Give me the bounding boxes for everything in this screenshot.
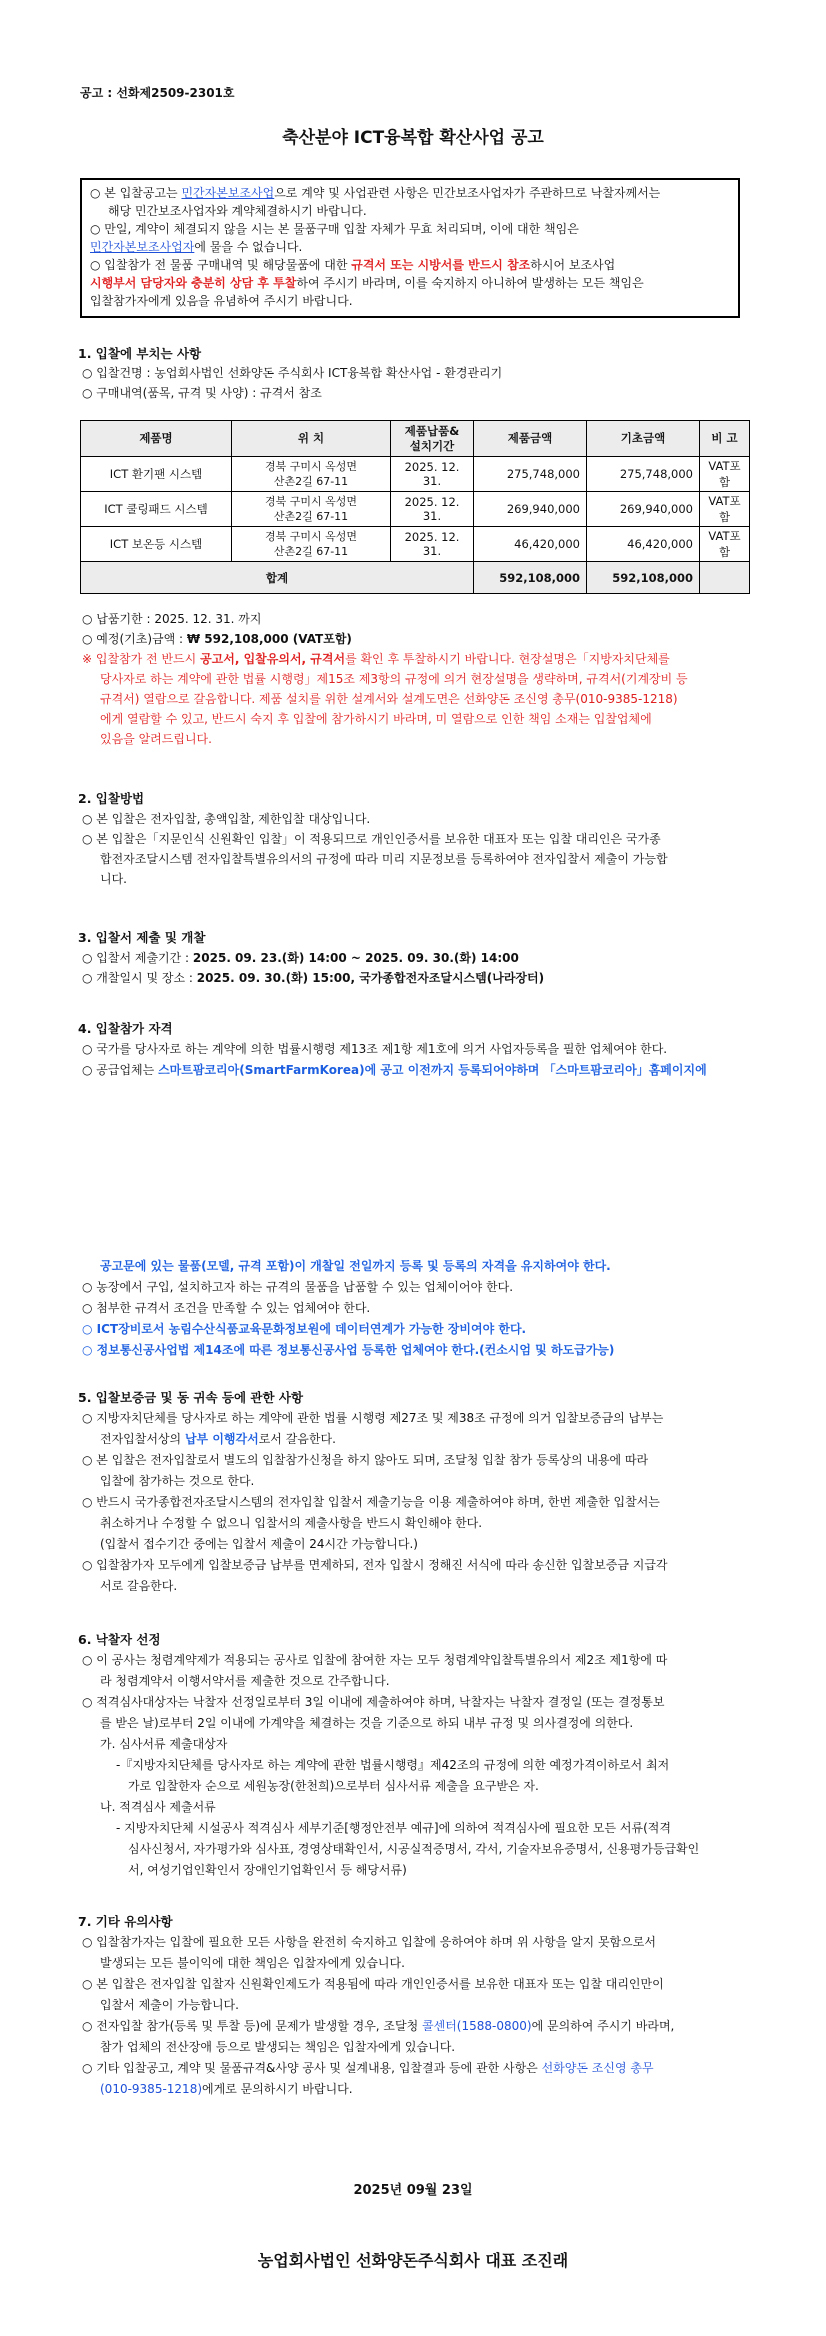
cell-name: ICT 쿨링패드 시스템	[81, 492, 232, 527]
table-row	[81, 527, 750, 562]
s5-item: ○ 본 입찰은 전자입찰로서 별도의 입찰참가신청을 하지 않아도 되며, 조달청 입찰 참가 등록상의 내용에 따라	[82, 1453, 649, 1467]
notice-line	[90, 184, 730, 202]
text: 에게로 문의하시기 바랍니다.	[202, 2082, 353, 2096]
s6-item: 를 받은 날)로부터 2일 이내에 가계약을 체결하는 것을 기준으로 하되 내부 규정 및 의사결정에 의한다.	[100, 1716, 634, 1730]
cell-period: 2025. 12. 31.	[391, 527, 474, 562]
warning-line: 규격서) 열람으로 갈음합니다. 제품 설치를 위한 설계서와 설계도면은 선화양돈 조신영 총무(010-9385-1218)	[100, 692, 678, 706]
notice-text: 하여 주시기 바라며, 이를 숙지하지 아니하여 발생하는 모든 책임은	[296, 276, 644, 290]
section-3-title: 3. 입찰서 제출 및 개찰	[78, 930, 206, 945]
notice-text: 에 물을 수 없습니다.	[194, 240, 303, 254]
s5-item: 서로 갈음한다.	[100, 1579, 178, 1593]
s7-item	[82, 2017, 742, 2036]
s6-item: ○ 적격심사대상자는 낙찰자 선정일로부터 3일 이내에 제출하여야 하며, 낙찰자는 낙찰자 결정일 (또는 결정통보	[82, 1695, 665, 1709]
smartfarm-requirement: 스마트팜코리아(SmartFarmKorea)에 공고 이전까지 등록되어야하며 「스마트팜코리아」홈페이지에	[158, 1063, 707, 1077]
section-4-title: 4. 입찰참가 자격	[78, 1021, 173, 1036]
s5-item: 취소하거나 수정할 수 없으니 입찰서의 제출사항을 반드시 확인해야 한다.	[100, 1516, 483, 1530]
loc-line: 산촌2길 67-11	[273, 475, 349, 488]
cell-amount: 46,420,000	[474, 527, 587, 562]
total-base: 592,108,000	[587, 562, 700, 594]
s6-subheading: 나. 적격심사 제출서류	[100, 1800, 216, 1814]
text: ○ 기타 입찰공고, 계약 및 물품규격&사양 공사 및 설계내용, 입찰결과 등에 관한 사항은	[82, 2061, 542, 2075]
s6-item: - 지방자치단체 시설공사 적격심사 세부기준[행정안전부 예규]에 의하여 적격심사에 필요한 모든 서류(적격	[116, 1821, 671, 1835]
text: 전자입찰서상의	[100, 1432, 185, 1446]
section-2-title: 2. 입찰방법	[78, 791, 145, 806]
col-header: 제품납품& 설치기간	[391, 421, 474, 457]
s6-item: 심사신청서, 자가평가와 심사표, 경영상태확인서, 시공실적증명서, 각서, 기술자보유증명서, 신용평가등급확인	[128, 1842, 700, 1856]
s5-item: ○ 지방자치단체를 당사자로 하는 계약에 관한 법률 시행령 제27조 및 제38조 규정에 의거 입찰보증금의 납부는	[82, 1411, 664, 1425]
warning-line: 있음을 알려드립니다.	[100, 732, 212, 746]
loc-line: 경북 구미시 옥성면	[264, 460, 357, 473]
s1-item: ○ 구매내역(품목, 규격 및 사양) : 규격서 참조	[82, 386, 322, 400]
total-amount: 592,108,000	[474, 562, 587, 594]
s4-item	[82, 1061, 742, 1080]
warning-emphasis: 공고서, 입찰유의서, 규격서	[200, 652, 346, 666]
cell-base: 269,940,000	[587, 492, 700, 527]
s6-item: 라 청렴계약서 이행서약서를 제출한 것으로 간주합니다.	[100, 1674, 390, 1688]
col-header: 제품금액	[474, 421, 587, 457]
s2-item: 합전자조달시스템 전자입찰특별유의서의 규정에 따라 미리 지문정보를 등록하여야 전자입찰서 제출이 가능합	[100, 852, 668, 866]
warning-line: 당사자로 하는 계약에 관한 법률 시행령」제15조 제3항의 규정에 의거 현장설명을 생략하며, 규격서(기계장비 등	[100, 672, 688, 686]
cell-base: 46,420,000	[587, 527, 700, 562]
s7-item: 참가 업체의 전산장애 등으로 발생되는 책임은 입찰자에게 있습니다.	[100, 2040, 456, 2054]
s7-item	[82, 2080, 760, 2099]
notice-line: ○ 만일, 계약이 체결되지 않을 시는 본 물품구매 입찰 자체가 무효 처리되며, 이에 대한 책임은	[90, 222, 579, 236]
section-7-title: 7. 기타 유의사항	[78, 1914, 173, 1929]
table-row	[81, 457, 750, 492]
text: 에 문의하여 주시기 바라며,	[531, 2019, 675, 2033]
contact-link[interactable]: 선화양돈 조신영 총무	[541, 2061, 654, 2075]
notice-text: 하시어 보조사업	[530, 258, 616, 272]
cell-amount: 275,748,000	[474, 457, 587, 492]
notice-emphasis: 시행부서 담당자와 충분히 상담 후 투찰	[90, 276, 297, 290]
private-subsidy-link[interactable]: 민간자본보조사업	[181, 186, 275, 200]
s5-item: ○ 입찰참가자 모두에게 입찰보증금 납부를 면제하되, 전자 입찰시 정해진 서식에 따라 송신한 입찰보증금 지급각	[82, 1558, 668, 1572]
s7-item: ○ 입찰참가자는 입찰에 필요한 모든 사항을 완전히 숙지하고 입찰에 응하여야 하며 위 사항을 알지 못함으로서	[82, 1935, 656, 1949]
private-subsidy-operator-link[interactable]: 민간자본보조사업자	[90, 240, 195, 254]
announcement-date: 2025년 09월 23일	[353, 2183, 473, 2198]
s4-item: ○ 첨부한 규격서 조건을 만족할 수 있는 업체여야 한다.	[82, 1301, 371, 1315]
s4-item: ○ 국가를 당사자로 하는 계약에 의한 법률시행령 제13조 제1항 제1호에 의거 사업자등록을 필한 업체여야 한다.	[82, 1042, 668, 1056]
cell-location	[232, 527, 391, 562]
col-header: 기초금액	[587, 421, 700, 457]
notice-emphasis: 규격서 또는 시방서를 반드시 참조	[351, 258, 531, 272]
warning-text: 를 확인 후 투찰하시기 바랍니다. 현장설명은「지방자치단체를	[345, 652, 670, 666]
table-row	[81, 492, 750, 527]
cell-base: 275,748,000	[587, 457, 700, 492]
estimated-price-value: ₩ 592,108,000 (VAT포함)	[186, 632, 352, 646]
s7-item: 입찰서 제출이 가능합니다.	[100, 1998, 239, 2012]
s4-item: ○ 정보통신공사업법 제14조에 따른 정보통신공사업 등록한 업체여야 한다.(컨소시엄 및 하도급가능)	[82, 1343, 615, 1357]
s7-item: 발생되는 모든 불이익에 대한 책임은 입찰자에게 있습니다.	[100, 1956, 405, 1970]
notice-line	[90, 238, 730, 256]
section-6-title: 6. 낙찰자 선정	[78, 1632, 161, 1647]
text: ○ 전자입찰 참가(등록 및 투찰 등)에 문제가 발생할 경우, 조달청	[82, 2019, 423, 2033]
section-1-title: 1. 입찰에 부치는 사항	[78, 346, 202, 361]
notice-box	[80, 178, 740, 318]
text: 로서 갈음한다.	[258, 1432, 336, 1446]
cell-note: VAT포함	[700, 457, 750, 492]
cell-location	[232, 492, 391, 527]
label: ○ 예정(기초)금액 :	[82, 632, 187, 646]
notice-text: 으로 계약 및 사업관련 사항은 민간보조사업자가 주관하므로 낙찰자께서는	[274, 186, 661, 200]
s6-item: 서, 여성기업인확인서 장애인기업확인서 등 해당서류)	[128, 1863, 407, 1877]
contact-phone-link[interactable]: (010-9385-1218)	[100, 2082, 203, 2096]
cell-note: VAT포함	[700, 527, 750, 562]
s6-item: 가로 입찰한자 순으로 세원농장(한천희)으로부터 심사서류 제출을 요구받은 자.	[128, 1779, 539, 1793]
notice-line: 해당 민간보조사업자와 계약체결하시기 바랍니다.	[108, 204, 367, 218]
total-note	[700, 562, 750, 594]
total-label: 합계	[81, 562, 474, 594]
page-title: 축산분야 ICT융복합 확산사업 공고	[282, 128, 544, 148]
s6-item: ○ 이 공사는 청렴계약제가 적용되는 공사로 입찰에 참여한 자는 모두 청렴계약입찰특별유의서 제2조 제1항에 따	[82, 1653, 668, 1667]
s2-item: 니다.	[100, 872, 127, 886]
cell-name: ICT 환기팬 시스템	[81, 457, 232, 492]
label: ○ 개찰일시 및 장소 :	[82, 971, 197, 985]
s4-item: ○ 농장에서 구입, 설치하고자 하는 규격의 물품을 납품할 수 있는 업체이어야 한다.	[82, 1280, 514, 1294]
s5-item: (입찰서 접수기간 중에는 입찰서 제출이 24시간 가능합니다.)	[100, 1537, 418, 1551]
col-header: 위 치	[232, 421, 391, 457]
cell-note: VAT포함	[700, 492, 750, 527]
s1-item: ○ 입찰건명 : 농업회사법인 선화양돈 주식회사 ICT융복합 확산사업 - 환경관리기	[82, 366, 503, 380]
cell-period: 2025. 12. 31.	[391, 492, 474, 527]
s2-item: ○ 본 입찰은 전자입찰, 총액입찰, 제한입찰 대상입니다.	[82, 812, 371, 826]
s5-item: 입찰에 참가하는 것으로 한다.	[100, 1474, 255, 1488]
notice-text: ○ 본 입찰공고는	[90, 186, 182, 200]
s5-item: ○ 반드시 국가종합전자조달시스템의 전자입찰 입찰서 제출기능을 이용 제출하여야 하며, 한번 제출한 입찰서는	[82, 1495, 660, 1509]
delivery-deadline: ○ 납품기한 : 2025. 12. 31. 까지	[82, 612, 262, 626]
notice-line	[90, 256, 730, 274]
col-header: 제품명	[81, 421, 232, 457]
opening-date-place: 2025. 09. 30.(화) 15:00, 국가종합전자조달시스템(나라장터)	[196, 971, 545, 985]
notice-line: 입찰참가자에게 있음을 유념하여 주시기 바랍니다.	[90, 294, 353, 308]
warning-text: ※ 입찰참가 전 반드시	[82, 652, 201, 666]
label: ○ 입찰서 제출기간 :	[82, 951, 193, 965]
s5-item	[82, 1430, 760, 1449]
s4-item: 공고문에 있는 물품(모델, 규격 포함)이 개찰일 전일까지 등록 및 등록의 자격을 유지하여야 한다.	[100, 1259, 611, 1273]
payment-pledge: 납부 이행각서	[184, 1432, 259, 1446]
warning-line: 에게 열람할 수 있고, 반드시 숙지 후 입찰에 참가하시기 바라며, 미 열람으로 인한 책임 소재는 입찰업체에	[100, 712, 652, 726]
s7-item	[82, 2059, 742, 2078]
s7-item: ○ 본 입찰은 전자입찰 입찰자 신원확인제도가 적용됨에 따라 개인인증서를 보유한 대표자 또는 입찰 대리인만이	[82, 1977, 664, 1991]
loc-line: 경북 구미시 옥성면	[264, 495, 357, 508]
s3-item	[82, 949, 742, 968]
label: ○ 공급업체는	[82, 1063, 159, 1077]
cell-location	[232, 457, 391, 492]
section-5-title: 5. 입찰보증금 및 동 귀속 등에 관한 사항	[78, 1390, 304, 1405]
loc-line: 산촌2길 67-11	[273, 545, 349, 558]
s3-item	[82, 969, 742, 988]
notice-text: ○ 입찰참가 전 물품 구매내역 및 해당물품에 대한	[90, 258, 352, 272]
cell-period: 2025. 12. 31.	[391, 457, 474, 492]
s6-item: -『지방자치단체를 당사자로 하는 계약에 관한 법률시행령』제42조의 규정에 의한 예정가격이하로서 최저	[116, 1758, 670, 1772]
warning-line	[82, 650, 742, 669]
items-table	[80, 420, 750, 594]
loc-line: 산촌2길 67-11	[273, 510, 349, 523]
document-number: 공고 : 선화제2509-2301호	[80, 86, 235, 100]
table-total-row	[81, 562, 750, 594]
s4-item: ○ ICT장비로서 농림수산식품교육문화정보원에 데이터연계가 가능한 장비여야 한다.	[82, 1322, 527, 1336]
company-signature: 농업회사법인 선화양돈주식회사 대표 조진래	[257, 2251, 569, 2270]
s2-item: ○ 본 입찰은「지문인식 신원확인 입찰」이 적용되므로 개인인증서를 보유한 대표자 또는 입찰 대리인은 국가종	[82, 832, 661, 846]
submission-period: 2025. 09. 23.(화) 14:00 ~ 2025. 09. 30.(화) 14:00	[192, 951, 519, 965]
s6-subheading: 가. 심사서류 제출대상자	[100, 1737, 228, 1751]
table-header-row	[81, 421, 750, 457]
cell-name: ICT 보온등 시스템	[81, 527, 232, 562]
call-center-link[interactable]: 콜센터(1588-0800)	[422, 2019, 532, 2033]
cell-amount: 269,940,000	[474, 492, 587, 527]
estimated-price	[82, 630, 742, 649]
col-header: 비 고	[700, 421, 750, 457]
loc-line: 경북 구미시 옥성면	[264, 530, 357, 543]
notice-line	[90, 274, 730, 292]
